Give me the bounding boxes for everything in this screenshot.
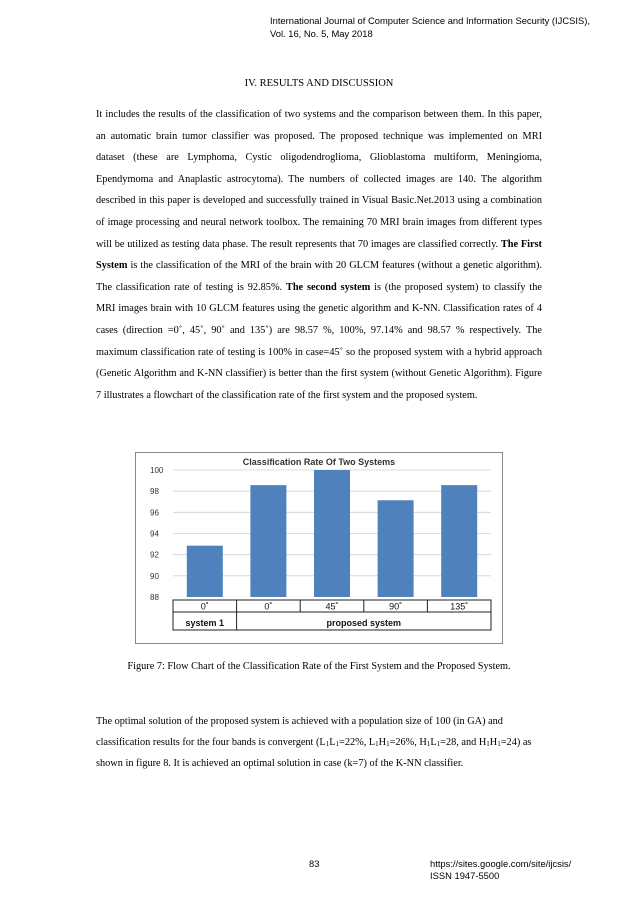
results-text-3: is (the proposed system) to classify the MRI images brain with 10 GLCM features using the genetic algorithm and K-NN. Classification rates of 4 cases (direction =0˚, 45˚, 90˚ and 135˚) are 98.57 %, 100%, 97.14% and 98.57 % respectively. The maximum classification rate of testing is 100% in case=45˚ so the proposed system with a hybrid approach (Genetic Algorithm and K-NN classifier) is better than the first system (without Genetic Algorithm). Figure 7 illustrates a flowchart of the classification rate of the first system and the proposed system. [96, 281, 542, 401]
y-tick-label: 90 [150, 571, 159, 581]
opt-text: The optimal solution of the proposed system is achieved with a population size of 100 (in GA) and classification results for the four bands is convergent (L [96, 716, 503, 748]
bar [441, 485, 477, 597]
bar [187, 546, 223, 597]
results-text-2: is the classification of the MRI of the brain with 20 GLCM features (without a genetic algorithm). The classification rate of testing is 92.85%. [96, 260, 542, 293]
footer-issn: ISSN 1947-5500 [430, 870, 500, 881]
chart-canvas [136, 453, 502, 643]
opt-text: =26%, H [389, 737, 427, 748]
bar [378, 500, 414, 597]
subscript: 1 [436, 740, 441, 748]
opt-text: H [378, 737, 387, 748]
y-tick-label: 100 [150, 466, 164, 475]
optimal-solution-paragraph [96, 711, 556, 774]
results-text-1: It includes the results of the classification of two systems and the comparison between them. In this paper, an automatic brain tumor classifier was proposed. The proposed technique was implemented on MRI dataset (these are Lymphoma, Cystic oligodendroglioma, Glioblastoma multiform, Meningioma, Ependymoma and Anaplastic astrocytoma). The numbers of collected images are 140. The algorithm described in this paper is developed and successfully trained in Visual Basic.Net.2013 using a combination of image processing and neural network toolbox. The remaining 70 MRI brain images from different types will be utilized as testing data phase. The result represents that 70 images are classified correctly. [96, 109, 542, 250]
bar [250, 485, 286, 597]
group-label: proposed system [326, 618, 402, 628]
page-number: 83 [309, 858, 320, 869]
y-tick-label: 94 [150, 529, 159, 539]
footer-url: https://sites.google.com/site/ijcsis/ [430, 858, 572, 869]
subscript: 1 [335, 740, 340, 748]
y-tick-label: 92 [150, 550, 159, 560]
figure-caption: Figure 7: Flow Chart of the Classification Rate of the First System and the Proposed System. [127, 661, 511, 672]
opt-text: L [329, 737, 336, 748]
category-label: 90˚ [389, 601, 403, 612]
bar [314, 470, 350, 597]
opt-text: H [489, 737, 498, 748]
chart-title: Classification Rate Of Two Systems [242, 457, 396, 467]
results-paragraph [96, 104, 542, 406]
opt-text: =24) as shown in figure 8. It is achieved an optimal solution in case (k=7) of the K-NN classifier. [96, 737, 532, 769]
section-title: IV. RESULTS AND DISCUSSION [244, 78, 394, 89]
y-tick-label: 96 [150, 508, 159, 518]
opt-text: =28, and H [440, 737, 487, 748]
journal-header-line1: International Journal of Computer Science and Information Security (IJCSIS), [270, 15, 590, 26]
subscript: 1 [375, 740, 379, 748]
category-label: 0˚ [200, 601, 209, 612]
category-label: 0˚ [264, 601, 273, 612]
journal-header [270, 15, 590, 40]
subscript: 1 [386, 740, 390, 748]
subscript: 1 [325, 740, 330, 748]
journal-header-line2: Vol. 16, No. 5, May 2018 [270, 27, 373, 39]
category-label: 135˚ [450, 601, 469, 612]
opt-text: L [430, 737, 437, 748]
footer-info [430, 858, 571, 882]
subscript: 1 [497, 740, 501, 748]
classification-rate-chart [135, 452, 503, 644]
group-label: system 1 [185, 618, 225, 628]
first-system-term: The First System [96, 238, 542, 272]
opt-text: =22%, L [339, 737, 376, 748]
y-tick-label: 88 [150, 593, 159, 602]
category-label: 45˚ [325, 601, 339, 612]
second-system-term: The second system [285, 281, 371, 293]
subscript: 1 [486, 740, 490, 748]
y-tick-label: 98 [150, 487, 159, 497]
subscript: 1 [426, 740, 431, 748]
